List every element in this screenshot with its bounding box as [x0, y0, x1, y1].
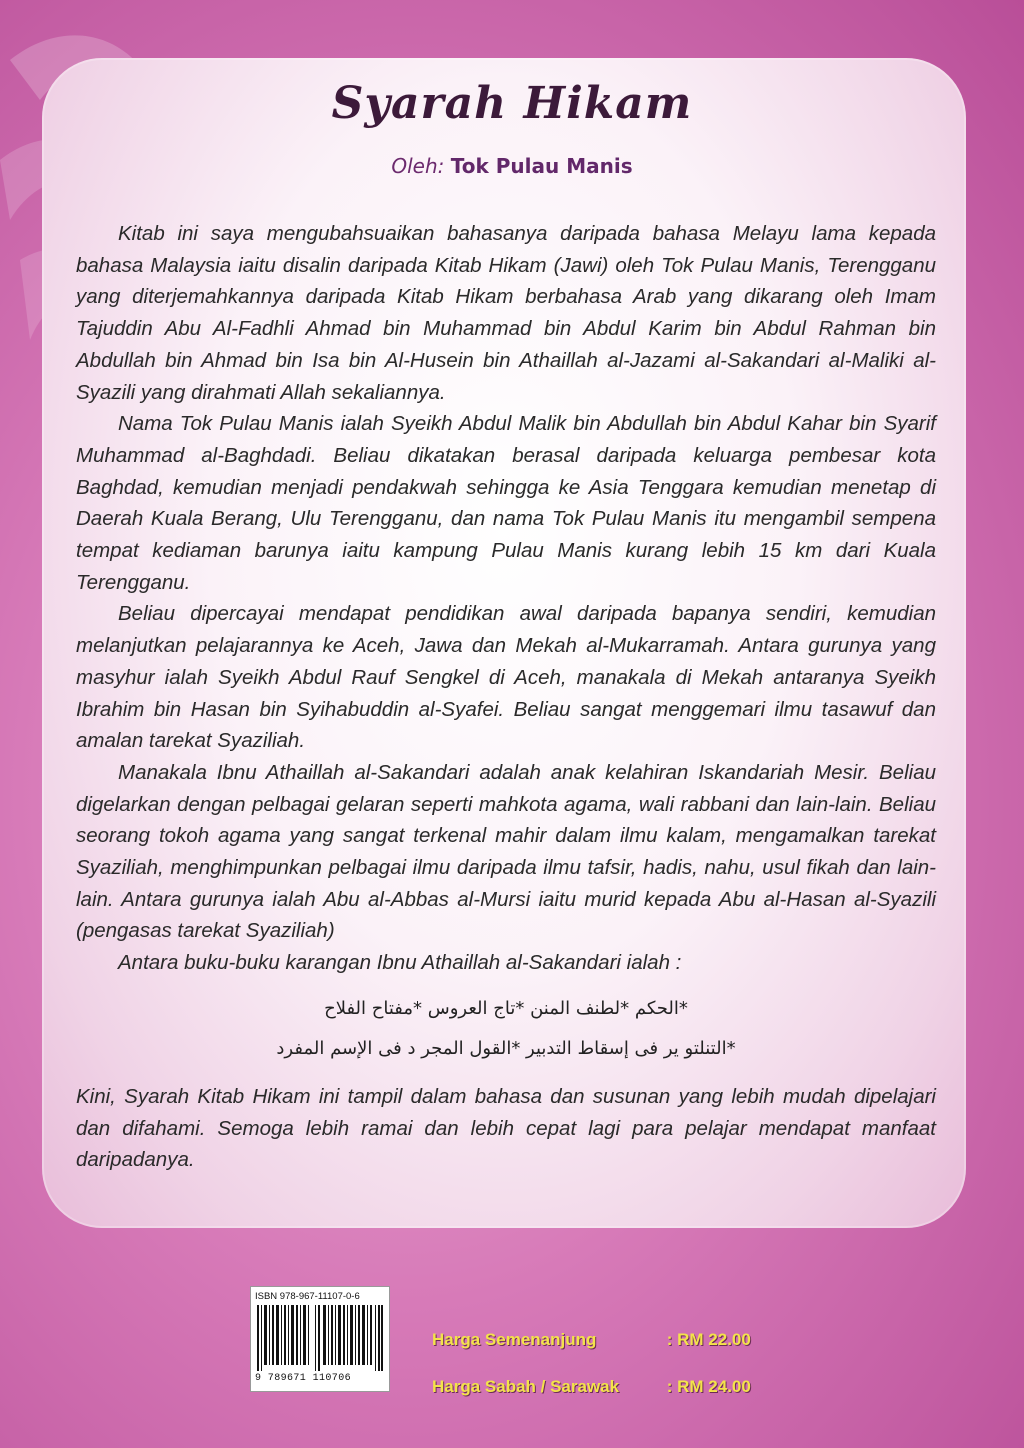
- closing-paragraph: Kini, Syarah Kitab Hikam ini tampil dalam bahasa dan susunan yang lebih mudah dipelajari dan difahami. Semoga lebih ramai dan lebih cepat lagi para pelajar mendapat manfaat daripadanya.: [76, 1084, 936, 1172]
- barcode-number: 9 789671 110706: [255, 1373, 352, 1384]
- byline-prefix: Oleh:: [391, 154, 445, 178]
- arabic-titles-line: *التنلتو ير فى إسقاط التدبير *القول المجر د فى الإسم المفرد: [276, 1037, 736, 1059]
- price-label: Harga Sabah / Sarawak: [432, 1377, 620, 1396]
- price-value: : RM 24.00: [666, 1377, 751, 1396]
- arabic-titles-line: *الحكم *لطنف المنن *تاج العروس *مفتاح الفلاح: [324, 997, 688, 1019]
- isbn-label: ISBN 978-967-11107-0-6: [255, 1291, 360, 1302]
- book-title: Syarah Hikam: [331, 78, 693, 129]
- paragraph: Kitab ini saya mengubahsuaikan bahasanya daripada bahasa Melayu lama kepada bahasa Malaysia iaitu disalin daripada Kitab Hikam (Jawi) oleh Tok Pulau Manis, Terengganu yang diterjemahkannya daripada Kitab Hikam berbahasa Arab yang dikarang oleh Imam Tajuddin Abu Al-Fadhli Ahmad bin Muhammad bin Abdul Karim bin Abdul Rahman bin Abdullah bin Ahmad bin Isa bin Al-Husein bin Athaillah al-Jazami al-Sakandari al-Maliki al-Syazili yang dirahmati Allah sekaliannya.: [76, 222, 936, 404]
- price-row: [432, 1377, 751, 1397]
- paragraph: Antara buku-buku karangan Ibnu Athaillah al-Sakandari ialah :: [118, 951, 682, 975]
- price-value: : RM 22.00: [666, 1330, 751, 1349]
- author-name: Tok Pulau Manis: [450, 154, 633, 178]
- barcode-bars: [257, 1305, 383, 1371]
- price-row: [432, 1330, 751, 1350]
- byline: [0, 154, 1024, 178]
- price-label: Harga Semenanjung: [432, 1330, 597, 1349]
- barcode: [250, 1286, 390, 1392]
- paragraph: Nama Tok Pulau Manis ialah Syeikh Abdul Malik bin Abdullah bin Abdul Kahar bin Syarif Muhammad al-Baghdadi. Beliau dikatakan berasal daripada keluarga pembesar kota Baghdad, kemudian menjadi pendakwah sehingga ke Asia Tenggara kemudian menetap di Daerah Kuala Berang, Ulu Terengganu, dan nama Tok Pulau Manis itu mengambil sempena tempat kediaman barunya iaitu kampung Pulau Manis kurang lebih 15 km dari Kuala Terengganu.: [76, 412, 936, 594]
- paragraph: Beliau dipercayai mendapat pendidikan awal daripada bapanya sendiri, kemudian melanjutkan pelajarannya ke Aceh, Jawa dan Mekah al-Mukarramah. Antara gurunya yang masyhur ialah Syeikh Abdul Rauf Sengkel di Aceh, manakala di Mekah antaranya Syeikh Ibrahim bin Hasan bin Syihabuddin al-Syafei. Beliau sangat menggemari ilmu tasawuf dan amalan tarekat Syaziliah.: [76, 602, 936, 753]
- synopsis: [76, 218, 936, 1176]
- paragraph: Manakala Ibnu Athaillah al-Sakandari adalah anak kelahiran Iskandariah Mesir. Beliau digelarkan dengan pelbagai gelaran seperti mahkota agama, wali rabbani dan lain-lain. Beliau seorang tokoh agama yang sangat terkenal mahir dalam ilmu kalam, mengamalkan tarekat Syaziliah, menghimpunkan pelbagai ilmu daripada ilmu tafsir, hadis, nahu, usul fikah dan lain-lain. Antara gurunya ialah Abu al-Abbas al-Mursi iaitu murid kepada Abu al-Hasan al-Syazili (pengasas tarekat Syaziliah): [76, 760, 936, 943]
